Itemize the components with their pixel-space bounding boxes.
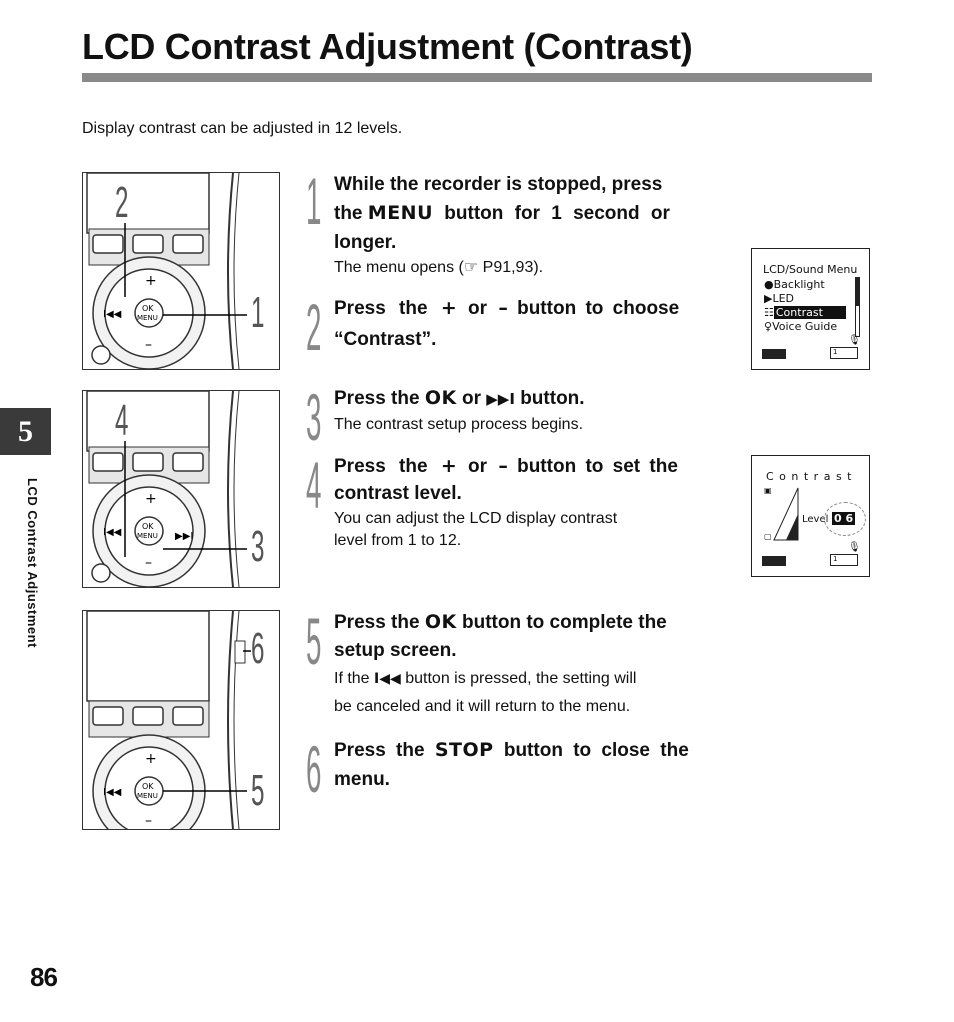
side-section-label: LCD Contrast Adjustment: [25, 478, 40, 648]
device-illustration: [83, 611, 279, 829]
step-2-line2: “Contrast”.: [334, 329, 437, 350]
menu-button: MENU: [137, 314, 158, 322]
battery-icon: [762, 556, 786, 566]
step-4-note-2: level from 1 to 12.: [334, 532, 462, 549]
folder-indicator: 1: [830, 554, 858, 566]
callout-4: 4: [115, 396, 129, 445]
step-number-4: 4: [306, 448, 322, 522]
step-4: Press the + or – button to set the contrast level. You can adjust the LCD display contrast level from 1 to 12.: [334, 452, 708, 552]
rewind-icon: I◀◀: [374, 671, 401, 687]
ok-button: OK: [142, 304, 154, 313]
mic-icon: 🎙: [848, 542, 861, 553]
ok-key-label: OK: [424, 387, 457, 409]
device-figure-1: [82, 172, 280, 370]
callout-6: 6: [251, 624, 265, 673]
step-number-3: 3: [306, 380, 322, 454]
plus-button: +: [145, 273, 157, 289]
mic-icon: 🎙: [848, 335, 861, 346]
page-title: LCD Contrast Adjustment (Contrast): [82, 26, 693, 67]
step-1: [334, 170, 708, 279]
callout-3: 3: [251, 522, 265, 571]
plus-icon: +: [440, 455, 457, 477]
minus-icon: –: [498, 455, 508, 477]
lcd-contrast-screen: [751, 455, 870, 577]
minus-icon: –: [498, 297, 508, 319]
step-5: Press the OK button to complete the setup screen. If the I◀◀ button is pressed, the setting will be canceled and it will return to the menu.: [334, 608, 708, 721]
fast-forward-icon: ▶▶I: [486, 390, 515, 408]
step-number-6: 6: [306, 732, 322, 806]
minus-button: –: [145, 555, 152, 571]
step-1-line-c: longer.: [334, 232, 397, 253]
title-divider: [82, 73, 872, 82]
ok-key-label: OK: [424, 611, 457, 633]
step-5-note-2: be canceled and it will return to the menu.: [334, 698, 631, 715]
step-5-line2: setup screen.: [334, 640, 457, 661]
intro-text: Display contrast can be adjusted in 12 levels.: [82, 120, 403, 137]
lcd-menu-screen: [751, 248, 870, 370]
ok-button: OK: [142, 782, 154, 791]
voice-guide-icon: ♀: [764, 320, 773, 333]
plus-button: +: [145, 491, 157, 507]
step-number-1: 1: [306, 164, 322, 238]
step-number-2: 2: [306, 290, 322, 364]
folder-indicator: 1: [830, 347, 858, 359]
menu-button: MENU: [137, 792, 158, 800]
menu-button: MENU: [137, 532, 158, 540]
ok-button: OK: [142, 522, 154, 531]
device-illustration: [83, 391, 279, 587]
battery-icon: [762, 349, 786, 359]
plus-button: +: [145, 751, 157, 767]
chapter-tab: 5: [0, 408, 51, 455]
step-4-line2: contrast level.: [334, 483, 462, 504]
blink-indicator-icon: [824, 502, 866, 536]
step-1-line-b: the MENU button for 1 second or: [334, 202, 670, 224]
callout-5: 5: [251, 766, 265, 815]
lcd-menu-item-selected: ☷ Contrast: [764, 306, 846, 319]
contrast-high-icon: ▣: [764, 486, 772, 495]
step-6-line2: menu.: [334, 769, 390, 790]
minus-button: –: [145, 813, 152, 829]
lcd-menu-list: [764, 277, 858, 337]
led-icon: ▶: [764, 292, 773, 305]
callout-2: 2: [115, 178, 129, 227]
menu-key-label: MENU: [367, 202, 433, 224]
rewind-icon: I◀◀: [103, 309, 122, 320]
contrast-icon: ☷: [764, 306, 774, 319]
device-illustration: [83, 173, 279, 369]
lcd-contrast-title: C o n t r a s t: [766, 470, 853, 483]
step-number-5: 5: [306, 604, 322, 678]
lcd-menu-title: LCD/Sound Menu: [763, 263, 858, 276]
rewind-icon: I◀◀: [103, 787, 122, 798]
lcd-menu-item: ●Backlight: [764, 278, 825, 291]
step-4-note-1: You can adjust the LCD display contrast: [334, 510, 618, 527]
fast-forward-icon: ▶▶I: [175, 531, 194, 542]
backlight-icon: ●: [764, 278, 774, 291]
level-label: Level: [802, 514, 829, 525]
level-value: 0 6: [834, 512, 854, 525]
step-2: Press the + or – button to choose “Contrast”.: [334, 294, 708, 354]
device-figure-2: [82, 390, 280, 588]
step-1-line-a: While the recorder is stopped, press: [334, 174, 663, 195]
plus-icon: +: [440, 297, 457, 319]
lcd-menu-item: ♀Voice Guide: [764, 320, 838, 333]
callout-1: 1: [251, 288, 265, 337]
step-5-note-1: If the I◀◀ button is pressed, the setting will: [334, 670, 637, 687]
lcd-menu-item: ▶LED: [764, 292, 795, 305]
contrast-low-icon: ▢: [764, 532, 772, 541]
rewind-icon: I◀◀: [103, 527, 122, 538]
device-figure-3: [82, 610, 280, 830]
minus-button: –: [145, 337, 152, 353]
step-3: Press the OK or ▶▶I button. The contrast setup process begins.: [334, 384, 708, 436]
lcd-scrollbar: [855, 277, 860, 337]
contrast-level-bar: [772, 486, 800, 542]
step-3-note: The contrast setup process begins.: [334, 416, 584, 433]
page-number: 86: [30, 962, 57, 992]
step-1-note: The menu opens (☞ P91,93).: [334, 259, 544, 276]
stop-key-label: STOP: [434, 739, 494, 761]
step-6: Press the STOP button to close the menu.: [334, 736, 708, 794]
